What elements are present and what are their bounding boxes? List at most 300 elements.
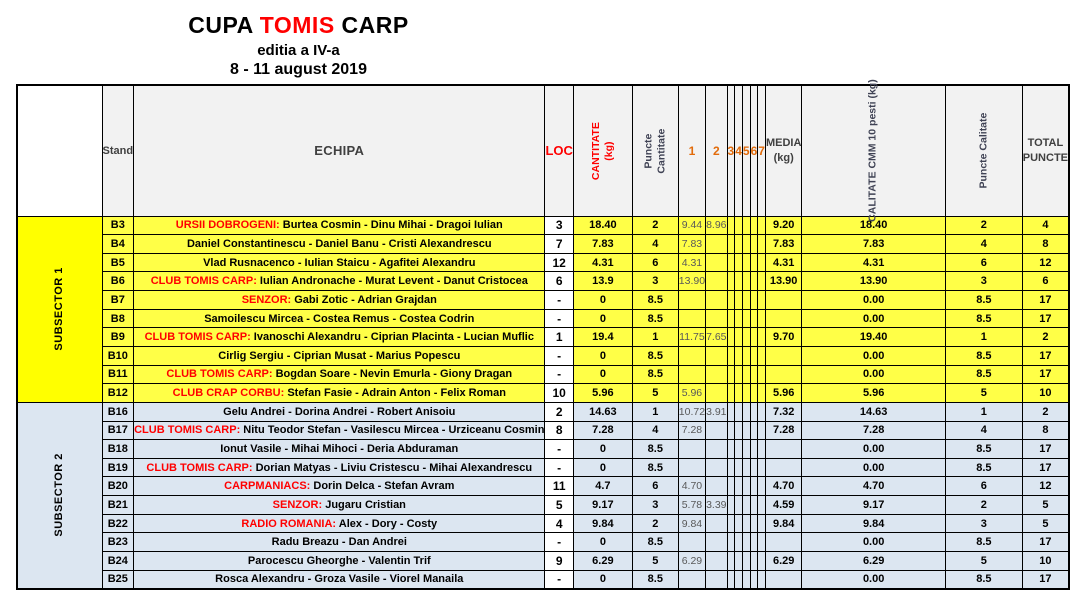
cantitate-cell: 7.83	[573, 235, 632, 254]
puncte-cantitate-cell: 2	[632, 514, 678, 533]
catch-cell-1: 10.72	[678, 402, 705, 421]
stand-cell: B5	[102, 253, 134, 272]
team-name-prefix: CLUB TOMIS CARP:	[134, 424, 244, 437]
cantitate-cell: 13.9	[573, 272, 632, 291]
media-cell: 4.31	[765, 253, 801, 272]
catch-cell-7	[758, 421, 766, 440]
team-members: Alex - Dory - Costy	[338, 517, 438, 530]
puncte-cantitate-cell: 8.5	[632, 365, 678, 384]
loc-cell: 12	[545, 253, 573, 272]
table-row	[17, 440, 1069, 459]
catch-cell-1	[678, 309, 705, 328]
media-cell	[765, 291, 801, 310]
catch-cell-7	[758, 440, 766, 459]
team-members: Parocescu Gheorghe - Valentin Trif	[247, 554, 431, 567]
catch-cell-1: 5.96	[678, 384, 705, 403]
team-cell	[134, 458, 545, 477]
puncte-cantitate-cell: 8.5	[632, 440, 678, 459]
loc-cell: -	[545, 570, 573, 589]
calitate-cell: 0.00	[802, 570, 946, 589]
team-name-prefix: SENZOR:	[272, 498, 326, 511]
catch-cell-6	[750, 570, 758, 589]
team-members: Gelu Andrei - Dorina Andrei - Robert Anisoiu	[223, 405, 456, 418]
puncte-calitate-cell: 4	[945, 235, 1022, 254]
loc-cell: 3	[545, 216, 573, 235]
media-cell: 7.83	[765, 235, 801, 254]
cantitate-cell: 4.31	[573, 253, 632, 272]
stand-cell: B23	[102, 533, 134, 552]
loc-cell: 7	[545, 235, 573, 254]
media-cell: 4.70	[765, 477, 801, 496]
catch-cell-1: 7.83	[678, 235, 705, 254]
catch-cell-5	[742, 496, 750, 515]
total-puncte-cell: 17	[1022, 291, 1069, 310]
puncte-cantitate-cell: 2	[632, 216, 678, 235]
catch-cell-2	[706, 514, 727, 533]
team-members: Radu Breazu - Dan Andrei	[271, 536, 407, 549]
catch-cell-4	[735, 235, 743, 254]
loc-cell: 8	[545, 421, 573, 440]
team-cell	[134, 309, 545, 328]
catch-cell-6	[750, 291, 758, 310]
stand-cell: B9	[102, 328, 134, 347]
catch-cell-7	[758, 514, 766, 533]
cantitate-cell: 4.7	[573, 477, 632, 496]
catch-cell-5	[742, 309, 750, 328]
catch-cell-7	[758, 346, 766, 365]
table-row	[17, 533, 1069, 552]
puncte-cantitate-cell: 4	[632, 235, 678, 254]
cantitate-cell: 9.84	[573, 514, 632, 533]
catch-cell-4	[735, 514, 743, 533]
header-echipa: ECHIPA	[134, 85, 545, 216]
catch-cell-6	[750, 514, 758, 533]
team-cell	[134, 496, 545, 515]
table-row	[17, 272, 1069, 291]
puncte-calitate-cell: 8.5	[945, 458, 1022, 477]
catch-cell-3	[727, 402, 735, 421]
catch-cell-2	[706, 384, 727, 403]
total-puncte-cell: 12	[1022, 477, 1069, 496]
header-catch-4: 4	[735, 85, 743, 216]
catch-cell-7	[758, 570, 766, 589]
puncte-calitate-cell: 1	[945, 402, 1022, 421]
total-puncte-cell: 6	[1022, 272, 1069, 291]
media-cell	[765, 365, 801, 384]
calitate-cell: 0.00	[802, 309, 946, 328]
catch-cell-6	[750, 253, 758, 272]
total-puncte-cell: 8	[1022, 421, 1069, 440]
catch-cell-3	[727, 291, 735, 310]
catch-cell-2	[706, 291, 727, 310]
header-cantitate: CANTITATE (kg)	[573, 85, 632, 216]
catch-cell-6	[750, 346, 758, 365]
stand-cell: B17	[102, 421, 134, 440]
catch-cell-3	[727, 216, 735, 235]
catch-cell-3	[727, 253, 735, 272]
puncte-calitate-cell: 8.5	[945, 440, 1022, 459]
catch-cell-3	[727, 477, 735, 496]
catch-cell-2	[706, 570, 727, 589]
catch-cell-5	[742, 570, 750, 589]
catch-cell-7	[758, 458, 766, 477]
header-spacer	[17, 85, 102, 216]
catch-cell-7	[758, 365, 766, 384]
catch-cell-5	[742, 421, 750, 440]
total-puncte-cell: 10	[1022, 552, 1069, 571]
cantitate-cell: 0	[573, 533, 632, 552]
catch-cell-1: 9.44	[678, 216, 705, 235]
team-name-prefix: CARPMANIACS:	[224, 480, 314, 493]
catch-cell-7	[758, 253, 766, 272]
catch-cell-4	[735, 533, 743, 552]
catch-cell-4	[735, 291, 743, 310]
team-cell	[134, 328, 545, 347]
cantitate-cell: 0	[573, 346, 632, 365]
loc-cell: -	[545, 291, 573, 310]
catch-cell-7	[758, 291, 766, 310]
header-catch-5: 5	[742, 85, 750, 216]
catch-cell-2: 3.39	[706, 496, 727, 515]
header-loc: LOC	[545, 85, 573, 216]
catch-cell-3	[727, 458, 735, 477]
header-catch-3: 3	[727, 85, 735, 216]
catch-cell-7	[758, 235, 766, 254]
catch-cell-1	[678, 570, 705, 589]
catch-cell-4	[735, 309, 743, 328]
stand-cell: B10	[102, 346, 134, 365]
team-cell	[134, 402, 545, 421]
catch-cell-7	[758, 402, 766, 421]
puncte-calitate-cell: 8.5	[945, 291, 1022, 310]
catch-cell-5	[742, 477, 750, 496]
team-cell	[134, 514, 545, 533]
calitate-cell: 0.00	[802, 440, 946, 459]
table-row	[17, 477, 1069, 496]
header-row	[17, 85, 1069, 216]
catch-cell-2	[706, 309, 727, 328]
catch-cell-6	[750, 328, 758, 347]
catch-cell-1: 11.75	[678, 328, 705, 347]
loc-cell: 10	[545, 384, 573, 403]
calitate-cell: 4.31	[802, 253, 946, 272]
header-media: MEDIA (kg)	[765, 85, 801, 216]
team-name-prefix: RADIO ROMANIA:	[241, 517, 339, 530]
catch-cell-3	[727, 309, 735, 328]
team-name-prefix: CLUB TOMIS CARP:	[144, 331, 254, 344]
stand-cell: B24	[102, 552, 134, 571]
puncte-cantitate-cell: 3	[632, 272, 678, 291]
header-catch-6: 6	[750, 85, 758, 216]
puncte-calitate-cell: 3	[945, 514, 1022, 533]
total-puncte-cell: 5	[1022, 514, 1069, 533]
puncte-calitate-cell: 3	[945, 272, 1022, 291]
catch-cell-2	[706, 477, 727, 496]
catch-cell-2	[706, 552, 727, 571]
catch-cell-2	[706, 235, 727, 254]
catch-cell-2	[706, 253, 727, 272]
loc-cell: 6	[545, 272, 573, 291]
catch-cell-4	[735, 253, 743, 272]
table-row	[17, 384, 1069, 403]
table-row	[17, 496, 1069, 515]
loc-cell: -	[545, 309, 573, 328]
catch-cell-6	[750, 216, 758, 235]
catch-cell-3	[727, 552, 735, 571]
subsector-label: SUBSECTOR 1	[17, 216, 102, 402]
catch-cell-4	[735, 328, 743, 347]
header-catch-7: 7	[758, 85, 766, 216]
catch-cell-2	[706, 440, 727, 459]
catch-cell-1	[678, 291, 705, 310]
total-puncte-cell: 8	[1022, 235, 1069, 254]
catch-cell-3	[727, 272, 735, 291]
puncte-calitate-cell: 8.5	[945, 533, 1022, 552]
catch-cell-1	[678, 346, 705, 365]
team-name-prefix: SENZOR:	[241, 293, 295, 306]
cantitate-cell: 19.4	[573, 328, 632, 347]
total-puncte-cell: 17	[1022, 346, 1069, 365]
catch-cell-3	[727, 496, 735, 515]
catch-cell-2: 3.91	[706, 402, 727, 421]
catch-cell-4	[735, 421, 743, 440]
cantitate-cell: 18.40	[573, 216, 632, 235]
header-stand: Stand	[102, 85, 134, 216]
media-cell: 7.28	[765, 421, 801, 440]
total-puncte-cell: 12	[1022, 253, 1069, 272]
catch-cell-2	[706, 365, 727, 384]
catch-cell-4	[735, 477, 743, 496]
loc-cell: 9	[545, 552, 573, 571]
team-cell	[134, 365, 545, 384]
catch-cell-5	[742, 253, 750, 272]
table-row	[17, 552, 1069, 571]
puncte-calitate-cell: 2	[945, 496, 1022, 515]
catch-cell-6	[750, 402, 758, 421]
calitate-cell: 0.00	[802, 365, 946, 384]
team-cell	[134, 440, 545, 459]
calitate-cell: 0.00	[802, 291, 946, 310]
catch-cell-2: 7.65	[706, 328, 727, 347]
catch-cell-3	[727, 346, 735, 365]
stand-cell: B20	[102, 477, 134, 496]
total-puncte-cell: 2	[1022, 402, 1069, 421]
stand-cell: B22	[102, 514, 134, 533]
puncte-calitate-cell: 8.5	[945, 309, 1022, 328]
puncte-cantitate-cell: 8.5	[632, 570, 678, 589]
calitate-cell: 7.28	[802, 421, 946, 440]
catch-cell-7	[758, 496, 766, 515]
team-cell	[134, 346, 545, 365]
stand-cell: B8	[102, 309, 134, 328]
puncte-calitate-cell: 1	[945, 328, 1022, 347]
catch-cell-5	[742, 552, 750, 571]
stand-cell: B6	[102, 272, 134, 291]
catch-cell-1	[678, 533, 705, 552]
table-row	[17, 458, 1069, 477]
table-row	[17, 365, 1069, 384]
catch-cell-4	[735, 216, 743, 235]
puncte-calitate-cell: 4	[945, 421, 1022, 440]
catch-cell-7	[758, 328, 766, 347]
stand-cell: B19	[102, 458, 134, 477]
catch-cell-4	[735, 570, 743, 589]
team-members: Gabi Zotic - Adrian Grajdan	[294, 293, 437, 306]
total-puncte-cell: 17	[1022, 570, 1069, 589]
catch-cell-3	[727, 384, 735, 403]
media-cell: 5.96	[765, 384, 801, 403]
team-name-prefix: CLUB TOMIS CARP:	[166, 368, 276, 381]
table-row	[17, 309, 1069, 328]
stand-cell: B16	[102, 402, 134, 421]
catch-cell-5	[742, 384, 750, 403]
puncte-calitate-cell: 8.5	[945, 365, 1022, 384]
team-cell	[134, 477, 545, 496]
loc-cell: 4	[545, 514, 573, 533]
catch-cell-6	[750, 552, 758, 571]
team-members: Dorin Delca - Stefan Avram	[313, 480, 455, 493]
catch-cell-7	[758, 216, 766, 235]
catch-cell-6	[750, 440, 758, 459]
loc-cell: -	[545, 533, 573, 552]
puncte-calitate-cell: 8.5	[945, 570, 1022, 589]
loc-cell: 1	[545, 328, 573, 347]
puncte-cantitate-cell: 6	[632, 253, 678, 272]
puncte-cantitate-cell: 1	[632, 402, 678, 421]
catch-cell-3	[727, 533, 735, 552]
catch-cell-3	[727, 421, 735, 440]
stand-cell: B4	[102, 235, 134, 254]
team-cell	[134, 235, 545, 254]
catch-cell-1: 13.90	[678, 272, 705, 291]
catch-cell-2: 8.96	[706, 216, 727, 235]
catch-cell-6	[750, 533, 758, 552]
team-members: Stefan Fasie - Adrain Anton - Felix Roman	[287, 387, 506, 400]
cantitate-cell: 0	[573, 309, 632, 328]
catch-cell-1	[678, 458, 705, 477]
title-part1: CUPA	[188, 12, 260, 38]
catch-cell-1: 4.31	[678, 253, 705, 272]
catch-cell-7	[758, 477, 766, 496]
catch-cell-2	[706, 421, 727, 440]
media-cell: 9.70	[765, 328, 801, 347]
loc-cell: -	[545, 346, 573, 365]
page-title	[96, 12, 501, 39]
catch-cell-6	[750, 365, 758, 384]
team-members: Jugaru Cristian	[325, 498, 406, 511]
subsector-label: SUBSECTOR 2	[17, 402, 102, 588]
catch-cell-2	[706, 533, 727, 552]
puncte-calitate-cell: 5	[945, 384, 1022, 403]
media-cell	[765, 346, 801, 365]
catch-cell-5	[742, 402, 750, 421]
team-cell	[134, 291, 545, 310]
catch-cell-2	[706, 272, 727, 291]
calitate-cell: 9.17	[802, 496, 946, 515]
catch-cell-1: 9.84	[678, 514, 705, 533]
cantitate-cell: 6.29	[573, 552, 632, 571]
team-members: Bogdan Soare - Nevin Emurla - Giony Dragan	[275, 368, 513, 381]
total-puncte-cell: 4	[1022, 216, 1069, 235]
catch-cell-6	[750, 235, 758, 254]
catch-cell-5	[742, 458, 750, 477]
media-cell	[765, 570, 801, 589]
catch-cell-7	[758, 272, 766, 291]
catch-cell-5	[742, 328, 750, 347]
calitate-cell: 7.83	[802, 235, 946, 254]
total-puncte-cell: 17	[1022, 458, 1069, 477]
calitate-cell: 0.00	[802, 458, 946, 477]
media-cell	[765, 533, 801, 552]
team-cell	[134, 216, 545, 235]
results-table	[16, 79, 1070, 590]
loc-cell: 5	[545, 496, 573, 515]
title-block	[96, 12, 501, 79]
media-cell	[765, 440, 801, 459]
team-cell	[134, 272, 545, 291]
team-members: Daniel Constantinescu - Daniel Banu - Cristi Alexandrescu	[186, 237, 492, 250]
puncte-cantitate-cell: 3	[632, 496, 678, 515]
team-cell	[134, 421, 545, 440]
catch-cell-6	[750, 384, 758, 403]
table-row	[17, 216, 1069, 235]
stand-cell: B3	[102, 216, 134, 235]
catch-cell-2	[706, 458, 727, 477]
catch-cell-6	[750, 309, 758, 328]
catch-cell-4	[735, 346, 743, 365]
team-members: Samoilescu Mircea - Costea Remus - Costea Codrin	[204, 312, 475, 325]
catch-cell-5	[742, 346, 750, 365]
puncte-cantitate-cell: 8.5	[632, 346, 678, 365]
catch-cell-7	[758, 533, 766, 552]
table-row	[17, 328, 1069, 347]
cantitate-cell: 0	[573, 570, 632, 589]
calitate-cell: 5.96	[802, 384, 946, 403]
catch-cell-3	[727, 365, 735, 384]
puncte-cantitate-cell: 5	[632, 384, 678, 403]
loc-cell: -	[545, 365, 573, 384]
catch-cell-3	[727, 514, 735, 533]
catch-cell-3	[727, 440, 735, 459]
catch-cell-1	[678, 365, 705, 384]
calitate-cell: 0.00	[802, 346, 946, 365]
title-accent: TOMIS	[259, 12, 335, 38]
puncte-cantitate-cell: 8.5	[632, 309, 678, 328]
catch-cell-7	[758, 384, 766, 403]
total-puncte-cell: 17	[1022, 365, 1069, 384]
catch-cell-7	[758, 309, 766, 328]
team-cell	[134, 570, 545, 589]
catch-cell-1	[678, 440, 705, 459]
date-subtitle: 8 - 11 august 2019	[230, 61, 367, 78]
table-row	[17, 402, 1069, 421]
team-name-prefix: CLUB TOMIS CARP:	[150, 275, 260, 288]
puncte-cantitate-cell: 8.5	[632, 291, 678, 310]
puncte-cantitate-cell: 5	[632, 552, 678, 571]
catch-cell-3	[727, 328, 735, 347]
media-cell: 9.20	[765, 216, 801, 235]
puncte-cantitate-cell: 4	[632, 421, 678, 440]
calitate-cell: 9.84	[802, 514, 946, 533]
total-puncte-cell: 17	[1022, 533, 1069, 552]
catch-cell-1: 5.78	[678, 496, 705, 515]
cantitate-cell: 9.17	[573, 496, 632, 515]
catch-cell-6	[750, 496, 758, 515]
catch-cell-5	[742, 216, 750, 235]
catch-cell-5	[742, 235, 750, 254]
header-total-puncte: TOTAL PUNCTE	[1022, 85, 1069, 216]
catch-cell-4	[735, 384, 743, 403]
